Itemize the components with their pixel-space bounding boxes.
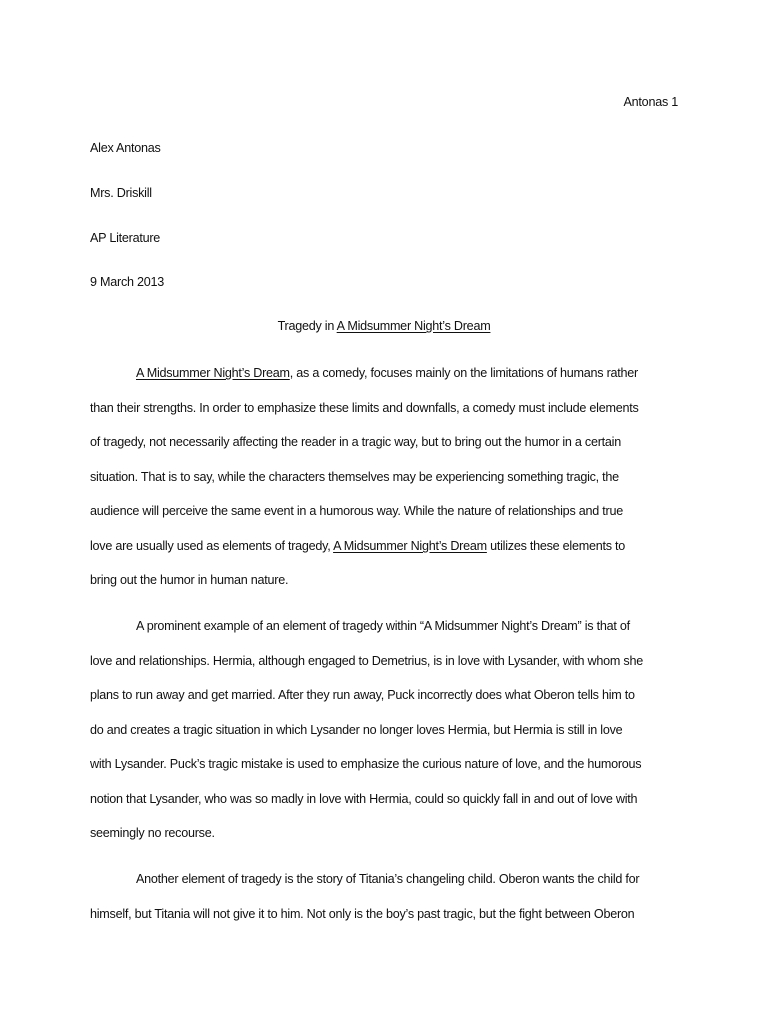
title-work: A Midsummer Night’s Dream [336, 319, 491, 333]
work-title-reference: A Midsummer Night’s Dream [333, 539, 487, 553]
paragraph-1-line-3: of tragedy, not necessarily affecting the reader in a tragic way, but to bring out the humor in a certain [90, 435, 621, 449]
author-name: Alex Antonas [90, 141, 161, 155]
text-span: , as a comedy, focuses mainly on the limitations of humans rather [289, 366, 638, 380]
work-title-reference: A Midsummer Night’s Dream [136, 366, 290, 380]
paragraph-2-line-6: notion that Lysander, who was so madly in love with Hermia, could so quickly fall in and out of love with [90, 792, 638, 806]
paragraph-1-line-6 [90, 538, 625, 554]
title-prefix: Tragedy in [277, 319, 337, 333]
paragraph-1-line-7: bring out the humor in human nature. [90, 573, 289, 587]
paragraph-2-line-1: A prominent example of an element of tragedy within “A Midsummer Night’s Dream” is that of [136, 619, 630, 633]
paragraph-3-line-2: himself, but Titania will not give it to him. Not only is the boy’s past tragic, but the fight between Oberon [90, 907, 635, 921]
paragraph-1-line-4: situation. That is to say, while the characters themselves may be experiencing something tragic, the [90, 470, 619, 484]
paragraph-1-line-1 [136, 365, 638, 381]
paragraph-2-line-3: plans to run away and get married. After they run away, Puck incorrectly does what Oberon tells him to [90, 688, 635, 702]
paragraph-1-line-5: audience will perceive the same event in a humorous way. While the nature of relationships and true [90, 504, 623, 518]
paragraph-2-line-2: love and relationships. Hermia, although engaged to Demetrius, is in love with Lysander, with whom she [90, 654, 643, 668]
text-span: utilizes these elements to [486, 539, 626, 553]
paragraph-2-line-5: with Lysander. Puck’s tragic mistake is used to emphasize the curious nature of love, and the humorous [90, 757, 642, 771]
essay-title [0, 318, 768, 334]
paragraph-2-line-7: seemingly no recourse. [90, 826, 215, 840]
instructor-name: Mrs. Driskill [90, 186, 152, 200]
course-name: AP Literature [90, 231, 161, 245]
date-line: 9 March 2013 [90, 275, 165, 289]
running-head: Antonas 1 [623, 95, 678, 109]
paragraph-2-line-4: do and creates a tragic situation in which Lysander no longer loves Hermia, but Hermia is still in love [90, 723, 623, 737]
paragraph-1-line-2: than their strengths. In order to emphasize these limits and downfalls, a comedy must include elements [90, 401, 639, 415]
paragraph-3-line-1: Another element of tragedy is the story of Titania’s changeling child. Oberon wants the child for [136, 872, 640, 886]
text-span: love are usually used as elements of tragedy, [90, 539, 334, 553]
